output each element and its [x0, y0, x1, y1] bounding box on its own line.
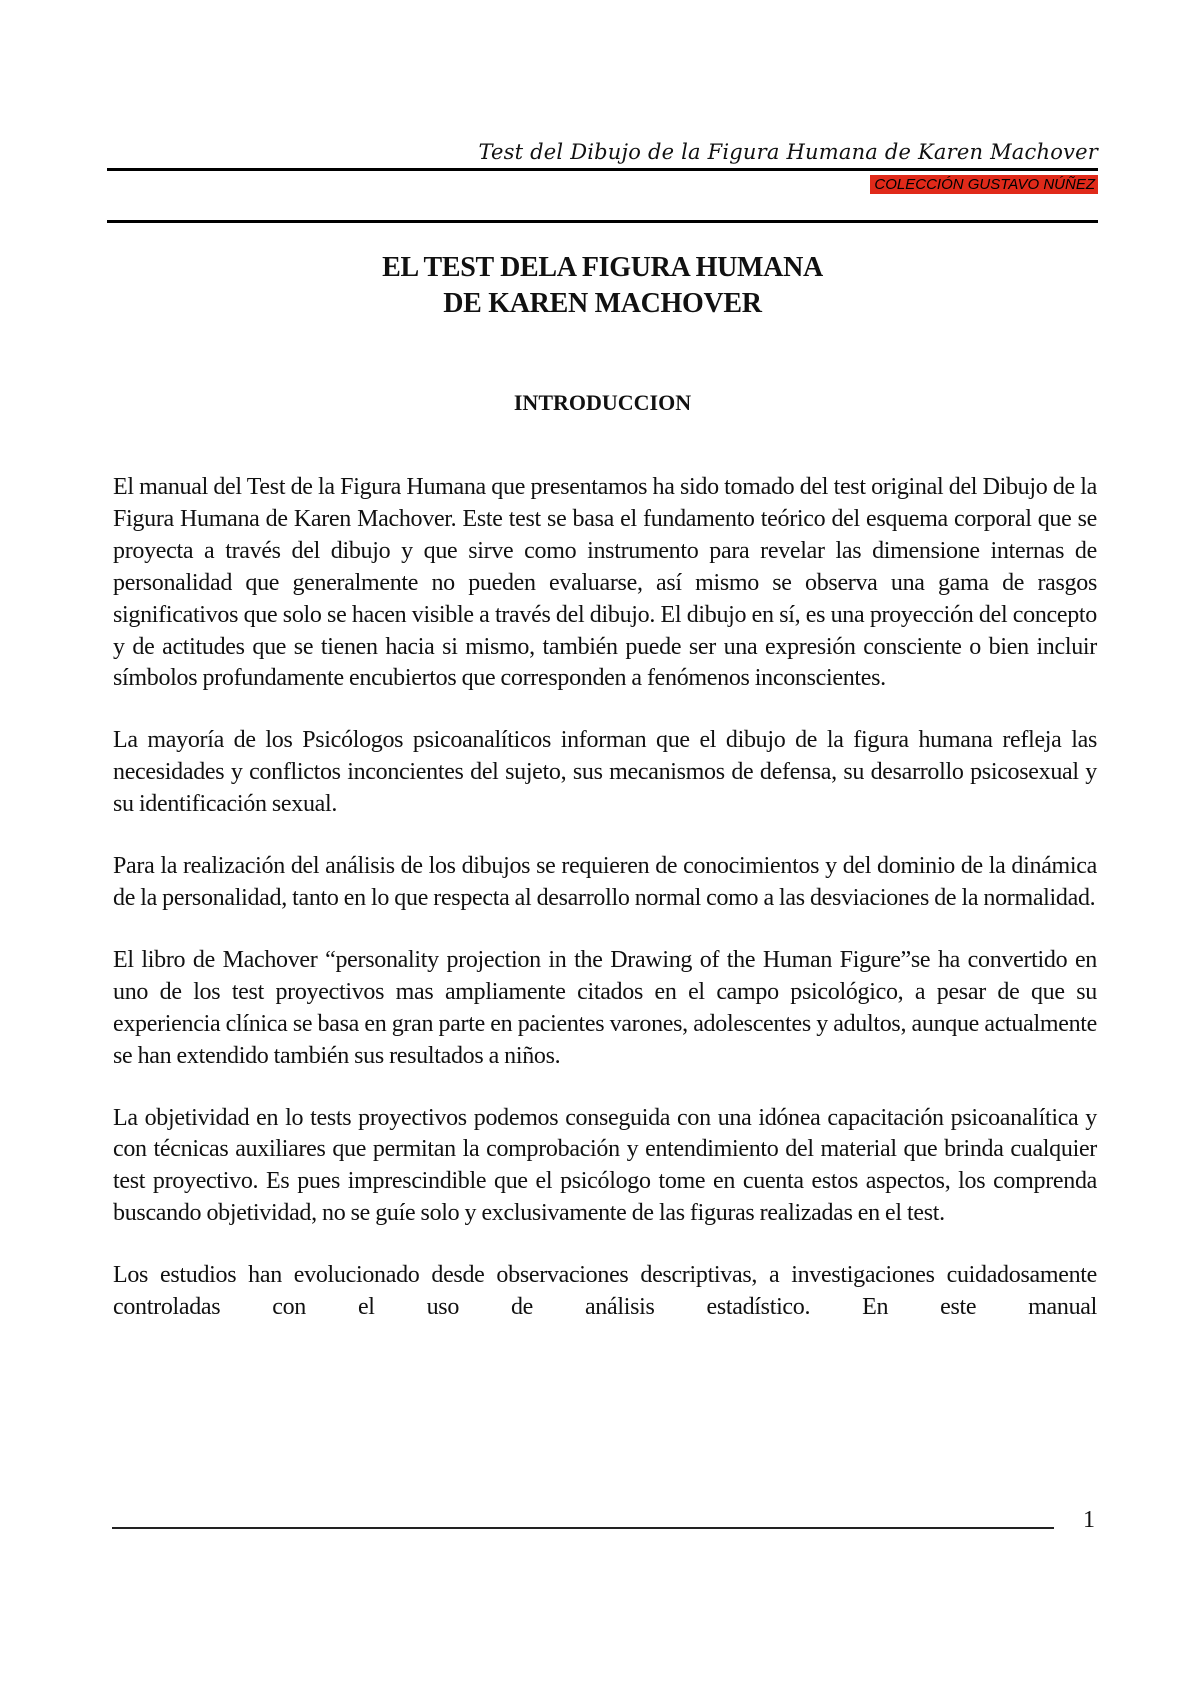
title-line-1: EL TEST DELA FIGURA HUMANA [382, 252, 823, 283]
paragraph-5: La objetividad en lo tests proyectivos podemos conseguida con una idónea capacitación psicoanalítica y con técnicas auxiliares que permitan la comprobación y entendimiento del material que brinda cualquier test proyectivo. Es pues imprescindible que el psicólogo tome en cuenta estos aspectos, los comprenda buscando objetividad, no se guíe solo y exclusivamente de las figuras realizadas en el test. [113, 1104, 1097, 1227]
paragraph-1: El manual del Test de la Figura Humana que presentamos ha sido tomado del test original del Dibujo de la Figura Humana de Karen Machover. Este test se basa el fundamento teórico del esquema corporal que se proyecta a través del dibujo y que sirve como instrumento para revelar las dimensione internas de personalidad que generalmente no pueden evaluarse, así mismo se observa una gama de rasgos significativos que solo se hacen visible a través del dibujo. El dibujo en sí, es una proyección del concepto y de actitudes que se tienen hacia si mismo, también puede ser una expresión consciente o bien incluir símbolos profundamente encubiertos que corresponden a fenómenos inconscientes. [113, 474, 1097, 692]
collection-badge: COLECCIÓN GUSTAVO NÚÑEZ [870, 175, 1098, 194]
paragraph-2: La mayoría de los Psicólogos psicoanalíticos informan que el dibujo de la figura humana refleja las necesidades y conflictos inconcientes del sujeto, sus mecanismos de defensa, su desarrollo psicosexual y su identificación sexual. [113, 727, 1097, 818]
title-line-2: DE KAREN MACHOVER [443, 288, 762, 319]
paragraph-3: Para la realización del análisis de los dibujos se requieren de conocimientos y del dominio de la dinámica de la personalidad, tanto en lo que respecta al desarrollo normal como a las desviaciones de la normalidad. [113, 853, 1097, 911]
section-heading: INTRODUCCION [513, 390, 692, 415]
running-header-title: Test del Dibujo de la Figura Humana de Karen Machover [478, 140, 1098, 164]
paragraph-4: El libro de Machover “personality projection in the Drawing of the Human Figure”se ha convertido en uno de los test proyectivos mas ampliamente citados en el campo psicológico, a pesar de que su experiencia clínica se basa en gran parte en pacientes varones, adolescentes y adultos, aunque actualmente se han extendido también sus resultados a niños. [113, 946, 1097, 1069]
title-rule [107, 220, 1098, 223]
footer-rule [112, 1527, 1054, 1529]
document-title [107, 250, 1098, 322]
header-rule [107, 168, 1098, 171]
paragraph-6: Los estudios han evolucionado desde observaciones descriptivas, a investigaciones cuidadosamente controladas con el uso de análisis estadístico. En este manual [113, 1262, 1097, 1321]
page-number: 1 [1083, 1507, 1095, 1533]
body-text [113, 472, 1097, 1354]
